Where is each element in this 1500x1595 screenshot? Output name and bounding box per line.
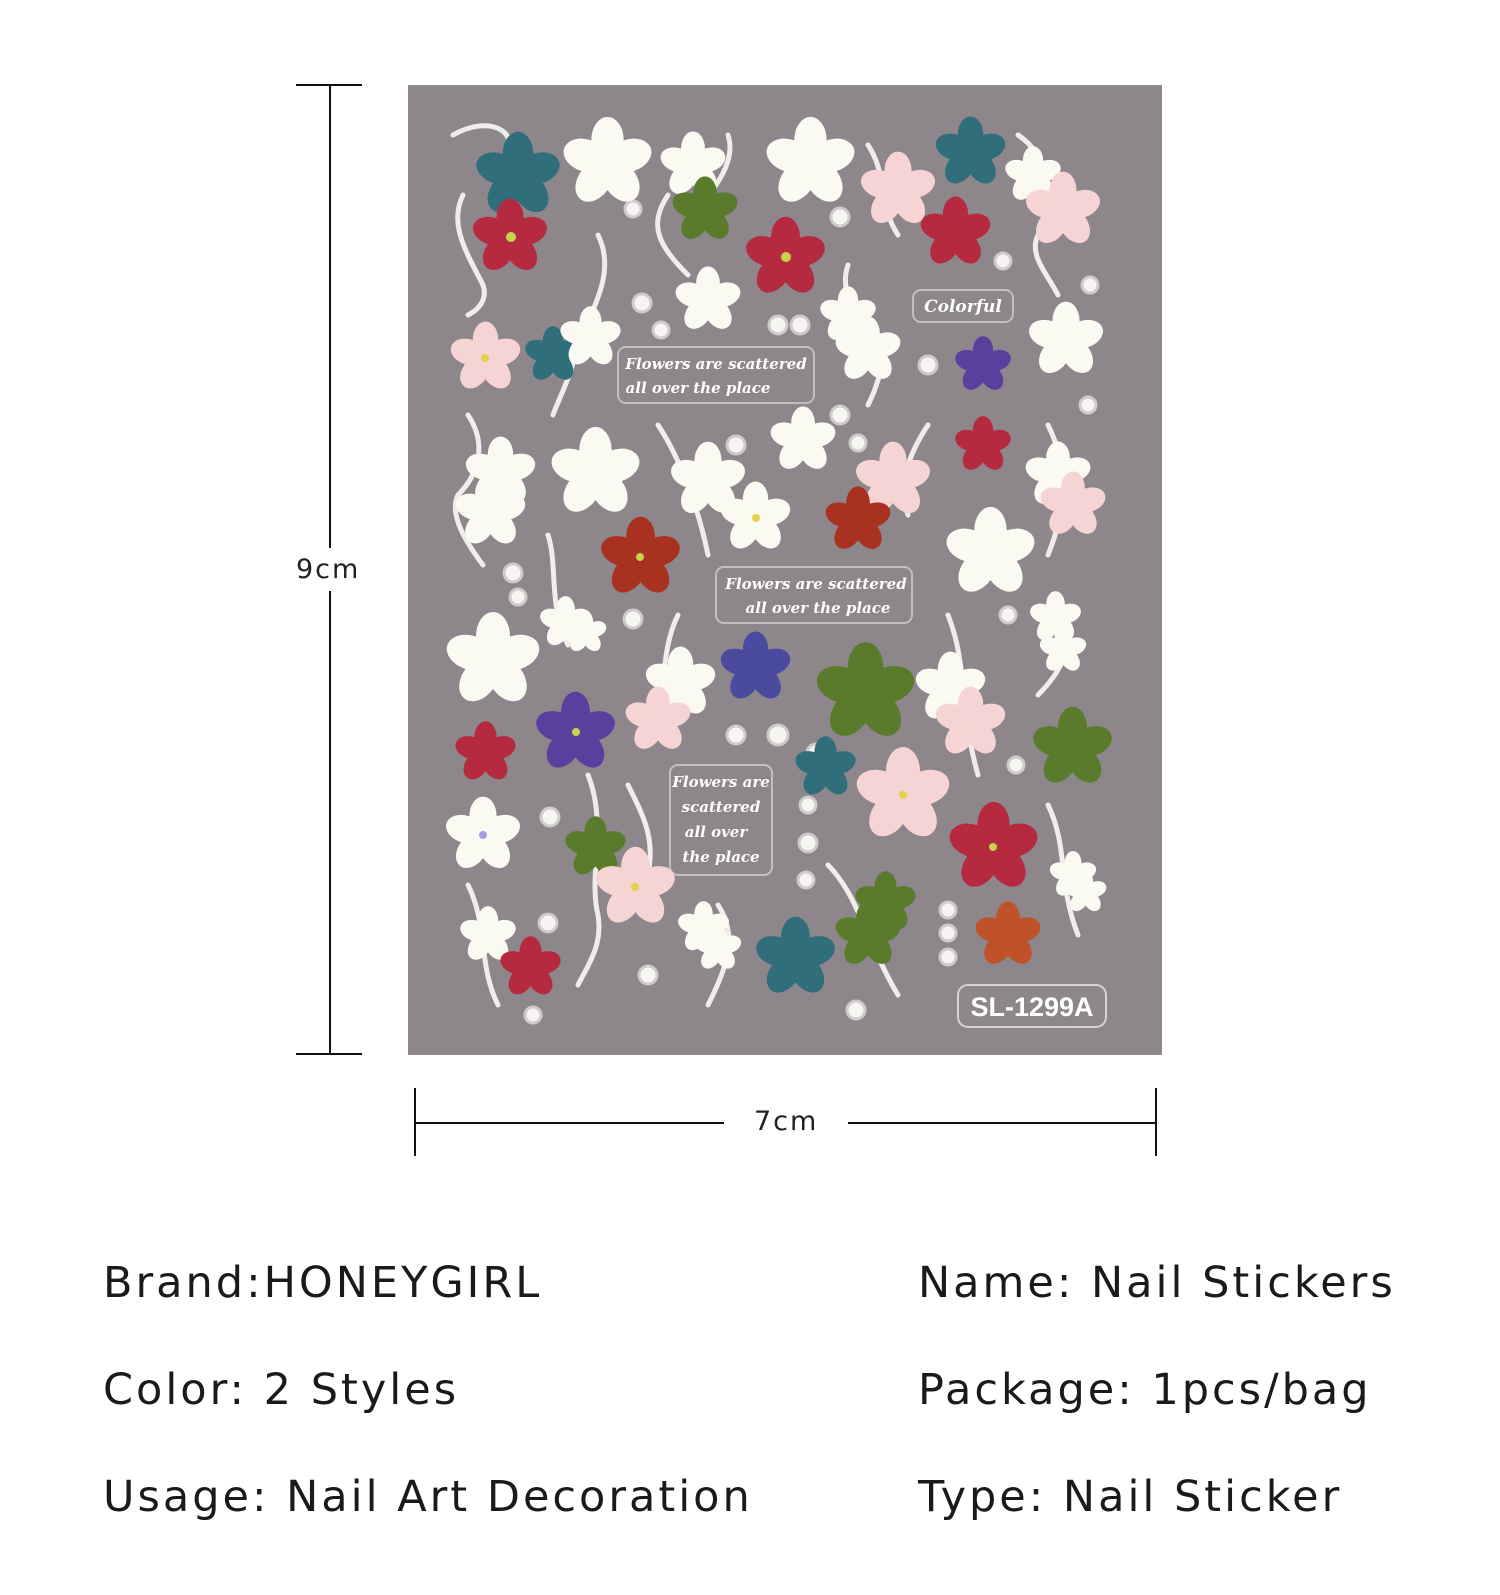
sticker-sheet (408, 85, 1162, 1055)
script-text-3c: all over (684, 823, 748, 841)
script-text-3b: scattered (681, 798, 761, 816)
script-text-3a: Flowers are (672, 773, 770, 791)
script-text-1b: all over the place (625, 379, 771, 397)
model-code-text: SL-1299A (970, 992, 1094, 1022)
model-code-label (958, 985, 1106, 1027)
width-line-left (414, 1122, 724, 1124)
script-text-1: Flowers are scattered (625, 355, 807, 373)
spec-package: Package: 1pcs/bag (918, 1365, 1372, 1415)
width-label: 7cm (754, 1106, 819, 1137)
colorful-text: Colorful (924, 297, 1002, 317)
script-label-3 (670, 765, 772, 875)
height-label: 9cm (296, 548, 360, 591)
spec-color: Color: 2 Styles (103, 1365, 460, 1415)
script-label-1 (618, 347, 814, 403)
width-line-right (848, 1122, 1157, 1124)
spec-brand: Brand:HONEYGIRL (103, 1258, 543, 1308)
script-label-2 (716, 567, 912, 623)
flower-group-row1 (469, 117, 1103, 300)
script-text-3d: the place (682, 848, 760, 866)
spec-name: Name: Nail Stickers (918, 1258, 1396, 1308)
sticker-sheet-art (408, 85, 1162, 1055)
flower-group-row3 (452, 406, 1108, 599)
script-text-2b: all over the place (745, 599, 891, 617)
spec-type: Type: Nail Sticker (918, 1472, 1343, 1522)
spec-usage: Usage: Nail Art Decoration (103, 1472, 753, 1522)
colorful-label (913, 290, 1013, 322)
script-text-2: Flowers are scattered (725, 575, 907, 593)
